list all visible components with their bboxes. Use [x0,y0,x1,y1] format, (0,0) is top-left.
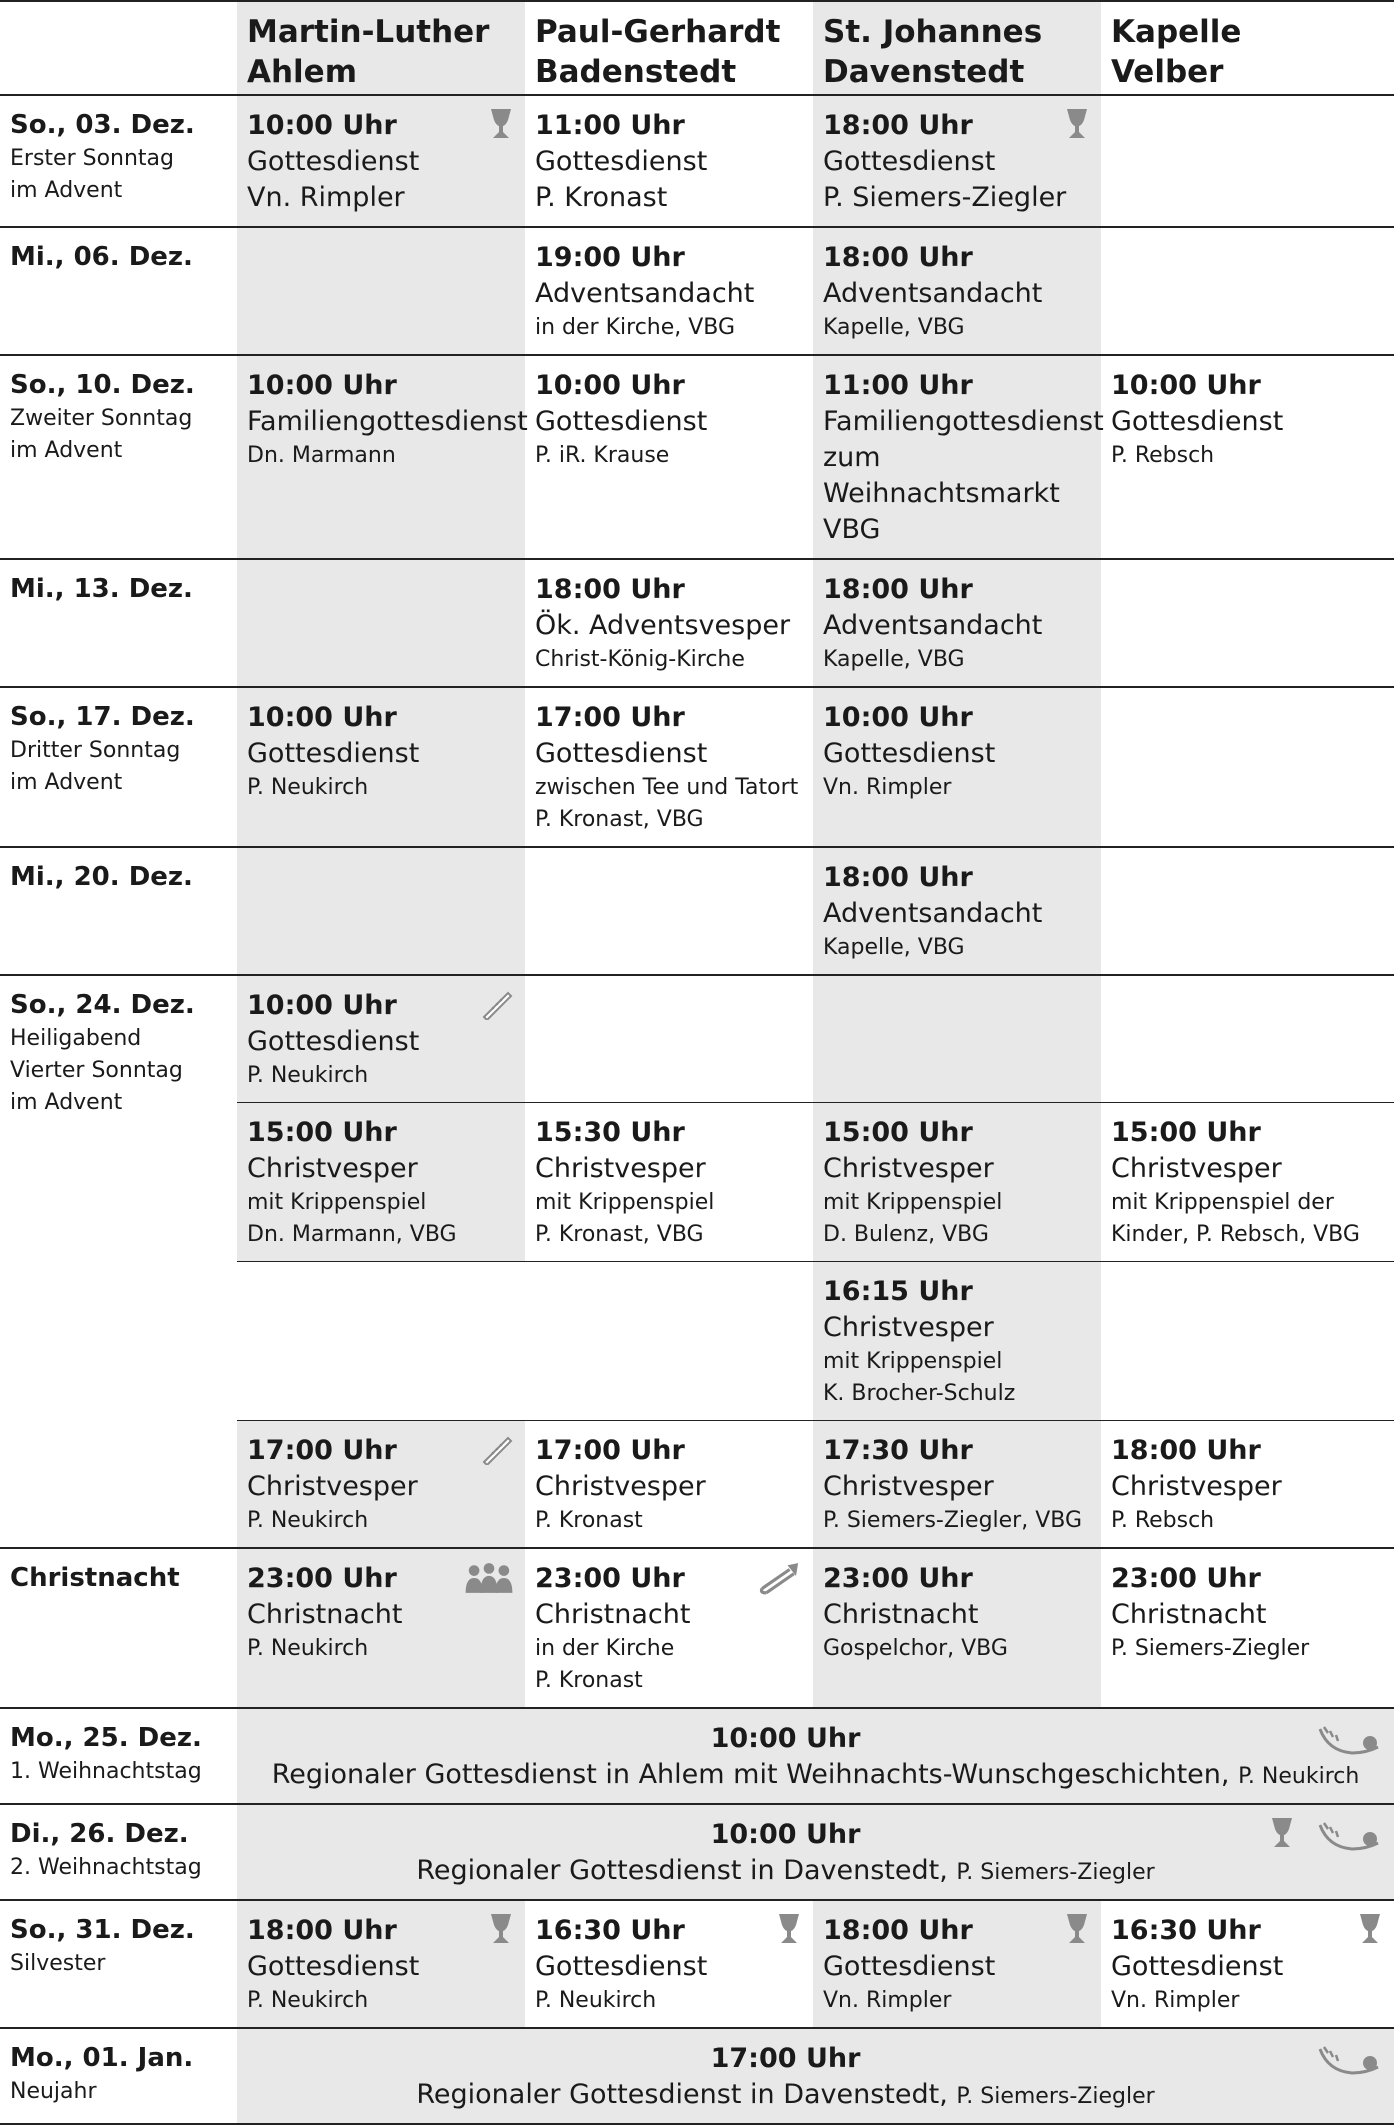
service-cell [1101,559,1394,687]
table-row [0,559,1394,687]
service-cell [1101,847,1394,975]
regional-service-cell: 10:00 Uhr Regionaler Gottesdienst in Ahlem mit Weihnachts-Wunschgeschichten, P. Neukirch [237,1708,1394,1804]
service-cell: 10:00 Uhr Gottesdienst P. Rebsch [1101,355,1394,559]
service-cell: 17:00 Uhr Christvesper P. Kronast [525,1421,813,1549]
church-header-davenstedt: St. Johannes Davenstedt [813,1,1101,95]
table-row [0,847,1394,975]
service-cell: 18:00 Uhr Adventsandacht Kapelle, VBG [813,559,1101,687]
date-cell: Mi., 06. Dez. [0,227,237,355]
service-cell: 18:00 Uhr Gottesdienst P. Siemers-Ziegler [813,95,1101,227]
service-cell: 18:00 Uhr Christvesper P. Rebsch [1101,1421,1394,1549]
table-row [0,975,1394,1103]
table-row [0,687,1394,847]
service-cell: 18:00 Uhr Ök. Adventsvesper Christ-König-Kirche [525,559,813,687]
chalice-icon [1065,1913,1089,1945]
service-cell: 15:30 Uhr Christvesper mit Krippenspiel P. Kronast, VBG [525,1103,813,1262]
date-cell: So., 24. Dez. Heiligabend Vierter Sonntag im Advent [0,975,237,1548]
service-cell: 16:15 Uhr Christvesper mit Krippenspiel K. Brocher-Schulz [813,1262,1101,1421]
service-cell: 18:00 Uhr Gottesdienst Vn. Rimpler [813,1900,1101,2028]
service-cell: 16:30 Uhr Gottesdienst Vn. Rimpler [1101,1900,1394,2028]
service-cell: 10:00 Uhr Gottesdienst P. Neukirch [237,975,525,1103]
chalice-icon [1358,1913,1382,1945]
service-cell: 23:00 Uhr Christnacht Gospelchor, VBG [813,1548,1101,1708]
service-cell [1101,95,1394,227]
service-cell: 23:00 Uhr Christnacht P. Siemers-Ziegler [1101,1548,1394,1708]
date-cell: So., 10. Dez. Zweiter Sonntag im Advent [0,355,237,559]
church-header-badenstedt: Paul-Gerhardt Badenstedt [525,1,813,95]
flute-icon [481,988,513,1020]
service-cell: 10:00 Uhr Gottesdienst Vn. Rimpler [813,687,1101,847]
date-cell: Di., 26. Dez. 2. Weihnachtstag [0,1804,237,1900]
baptism-icon [1318,1721,1382,1761]
header-row [0,1,1394,95]
service-cell [237,227,525,355]
service-cell [1101,975,1394,1103]
date-cell: So., 31. Dez. Silvester [0,1900,237,2028]
date-cell: Mi., 20. Dez. [0,847,237,975]
choir-icon [465,1561,513,1595]
chalice-icon [489,1913,513,1945]
service-cell: 15:00 Uhr Christvesper mit Krippenspiel der Kinder, P. Rebsch, VBG [1101,1103,1394,1262]
service-cell: 17:00 Uhr Christvesper P. Neukirch [237,1421,525,1549]
regional-service-cell: 10:00 Uhr Regionaler Gottesdienst in Davenstedt, P. Siemers-Ziegler [237,1804,1394,1900]
baptism-icon [1318,1817,1382,1857]
service-cell: 23:00 Uhr Christnacht P. Neukirch [237,1548,525,1708]
table-row [0,1548,1394,1708]
chalice-icon [777,1913,801,1945]
date-cell: Christnacht [0,1548,237,1708]
regional-service-cell: 17:00 Uhr Regionaler Gottesdienst in Davenstedt, P. Siemers-Ziegler [237,2028,1394,2124]
service-cell [237,1262,525,1421]
table-row [0,1804,1394,1900]
date-cell: Mi., 13. Dez. [0,559,237,687]
date-column-header [0,1,237,95]
date-cell: So., 17. Dez. Dritter Sonntag im Advent [0,687,237,847]
service-cell [525,847,813,975]
service-cell [1101,1262,1394,1421]
table-row [0,1708,1394,1804]
baptism-icon [1318,2041,1382,2081]
service-cell: 19:00 Uhr Adventsandacht in der Kirche, VBG [525,227,813,355]
service-cell: 10:00 Uhr Gottesdienst P. iR. Krause [525,355,813,559]
service-cell [525,975,813,1103]
service-cell: 10:00 Uhr Gottesdienst P. Neukirch [237,687,525,847]
service-cell: 15:00 Uhr Christvesper mit Krippenspiel D. Bulenz, VBG [813,1103,1101,1262]
service-cell: 11:00 Uhr Gottesdienst P. Kronast [525,95,813,227]
service-cell [813,975,1101,1103]
service-cell: 18:00 Uhr Gottesdienst P. Neukirch [237,1900,525,2028]
chalice-icon [489,108,513,140]
service-cell: 18:00 Uhr Adventsandacht Kapelle, VBG [813,227,1101,355]
church-header-ahlem: Martin-Luther Ahlem [237,1,525,95]
service-cell: 17:00 Uhr Gottesdienst zwischen Tee und Tatort P. Kronast, VBG [525,687,813,847]
service-cell: 11:00 Uhr Familiengottesdienst zum Weihnachtsmarkt VBG [813,355,1101,559]
table-row [0,355,1394,559]
trombone-icon [757,1561,801,1595]
church-header-velber: Kapelle Velber [1101,1,1394,95]
table-row [0,1900,1394,2028]
date-cell: Mo., 01. Jan. Neujahr [0,2028,237,2124]
service-cell: 10:00 Uhr Familiengottesdienst Dn. Marmann [237,355,525,559]
service-cell [1101,227,1394,355]
service-cell: 16:30 Uhr Gottesdienst P. Neukirch [525,1900,813,2028]
service-cell: 10:00 Uhr Gottesdienst Vn. Rimpler [237,95,525,227]
flute-icon [481,1433,513,1465]
chalice-icon [1270,1817,1294,1849]
table-row [0,227,1394,355]
date-cell: So., 03. Dez. Erster Sonntag im Advent [0,95,237,227]
service-cell [1101,687,1394,847]
service-cell: 15:00 Uhr Christvesper mit Krippenspiel Dn. Marmann, VBG [237,1103,525,1262]
service-cell: 23:00 Uhr Christnacht in der Kirche P. Kronast [525,1548,813,1708]
table-row [0,95,1394,227]
table-row [0,2028,1394,2124]
service-cell: 17:30 Uhr Christvesper P. Siemers-Ziegler, VBG [813,1421,1101,1549]
service-cell: 18:00 Uhr Adventsandacht Kapelle, VBG [813,847,1101,975]
service-cell [525,1262,813,1421]
service-cell [237,559,525,687]
service-cell [237,847,525,975]
chalice-icon [1065,108,1089,140]
date-cell: Mo., 25. Dez. 1. Weihnachtstag [0,1708,237,1804]
